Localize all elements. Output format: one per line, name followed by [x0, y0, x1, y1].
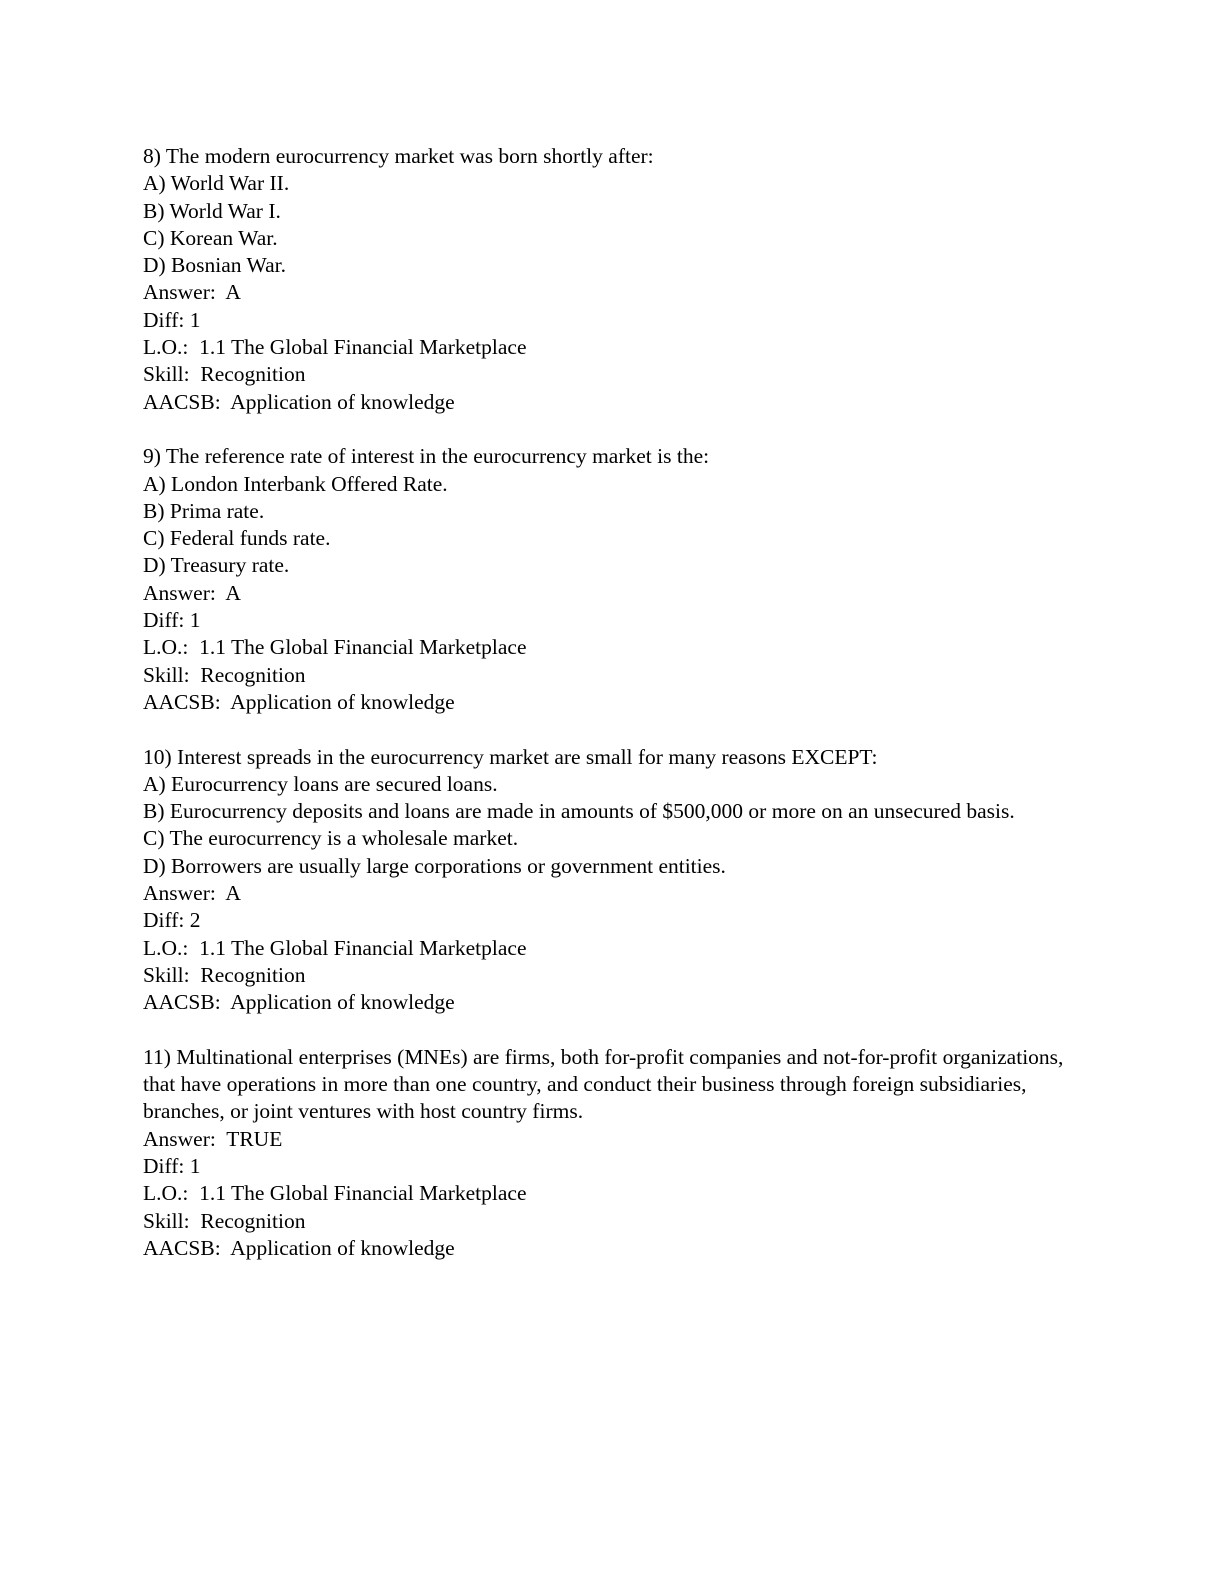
question-11 — [143, 1044, 1083, 1262]
learning-objective: L.O.: 1.1 The Global Financial Marketplace — [143, 335, 527, 360]
answer-option: A) World War II. — [143, 171, 290, 196]
skill: Skill: Recognition — [143, 662, 306, 687]
learning-objective: L.O.: 1.1 The Global Financial Marketplace — [143, 935, 527, 960]
skill: Skill: Recognition — [143, 962, 306, 987]
learning-objective: L.O.: 1.1 The Global Financial Marketplace — [143, 635, 527, 660]
answer-option: D) Treasury rate. — [143, 553, 290, 578]
answer-option: A) London Interbank Offered Rate. — [143, 471, 448, 496]
aacsb: AACSB: Application of knowledge — [143, 1235, 455, 1260]
answer-option: C) Korean War. — [143, 225, 278, 250]
answer-key: Answer: A — [143, 280, 241, 305]
answer-key: Answer: A — [143, 580, 241, 605]
answer-option: C) The eurocurrency is a wholesale market. — [143, 826, 519, 851]
question-stem: 9) The reference rate of interest in the eurocurrency market is the: — [143, 444, 710, 469]
aacsb: AACSB: Application of knowledge — [143, 389, 455, 414]
answer-key: Answer: A — [143, 881, 241, 906]
skill: Skill: Recognition — [143, 362, 306, 387]
difficulty: Diff: 1 — [143, 1153, 201, 1178]
answer-option: D) Borrowers are usually large corporations or government entities. — [143, 853, 726, 878]
answer-option: B) World War I. — [143, 198, 281, 223]
question-stem: 8) The modern eurocurrency market was born shortly after: — [143, 144, 654, 168]
learning-objective: L.O.: 1.1 The Global Financial Marketplace — [143, 1181, 527, 1206]
aacsb: AACSB: Application of knowledge — [143, 990, 455, 1015]
difficulty: Diff: 1 — [143, 608, 201, 633]
aacsb: AACSB: Application of knowledge — [143, 689, 455, 714]
question-8 — [143, 143, 1083, 416]
skill: Skill: Recognition — [143, 1208, 306, 1233]
answer-option: B) Eurocurrency deposits and loans are made in amounts of $500,000 or more on an unsecured basis. — [143, 799, 1015, 824]
answer-option: A) Eurocurrency loans are secured loans. — [143, 771, 498, 796]
document-page — [143, 143, 1083, 1289]
answer-option: B) Prima rate. — [143, 498, 265, 523]
answer-key: Answer: TRUE — [143, 1126, 283, 1151]
answer-option: C) Federal funds rate. — [143, 526, 331, 551]
question-10 — [143, 744, 1083, 1017]
question-9 — [143, 443, 1083, 716]
answer-option: D) Bosnian War. — [143, 253, 286, 278]
question-stem: 10) Interest spreads in the eurocurrency market are small for many reasons EXCEPT: — [143, 744, 878, 769]
difficulty: Diff: 2 — [143, 908, 201, 933]
question-stem: 11) Multinational enterprises (MNEs) are firms, both for-profit companies and not-for-profit organizations, that have operations in more than one country, and conduct their business through foreign subsidiaries, branches, or joint ventures with host country firms. — [143, 1044, 1069, 1124]
difficulty: Diff: 1 — [143, 307, 201, 332]
